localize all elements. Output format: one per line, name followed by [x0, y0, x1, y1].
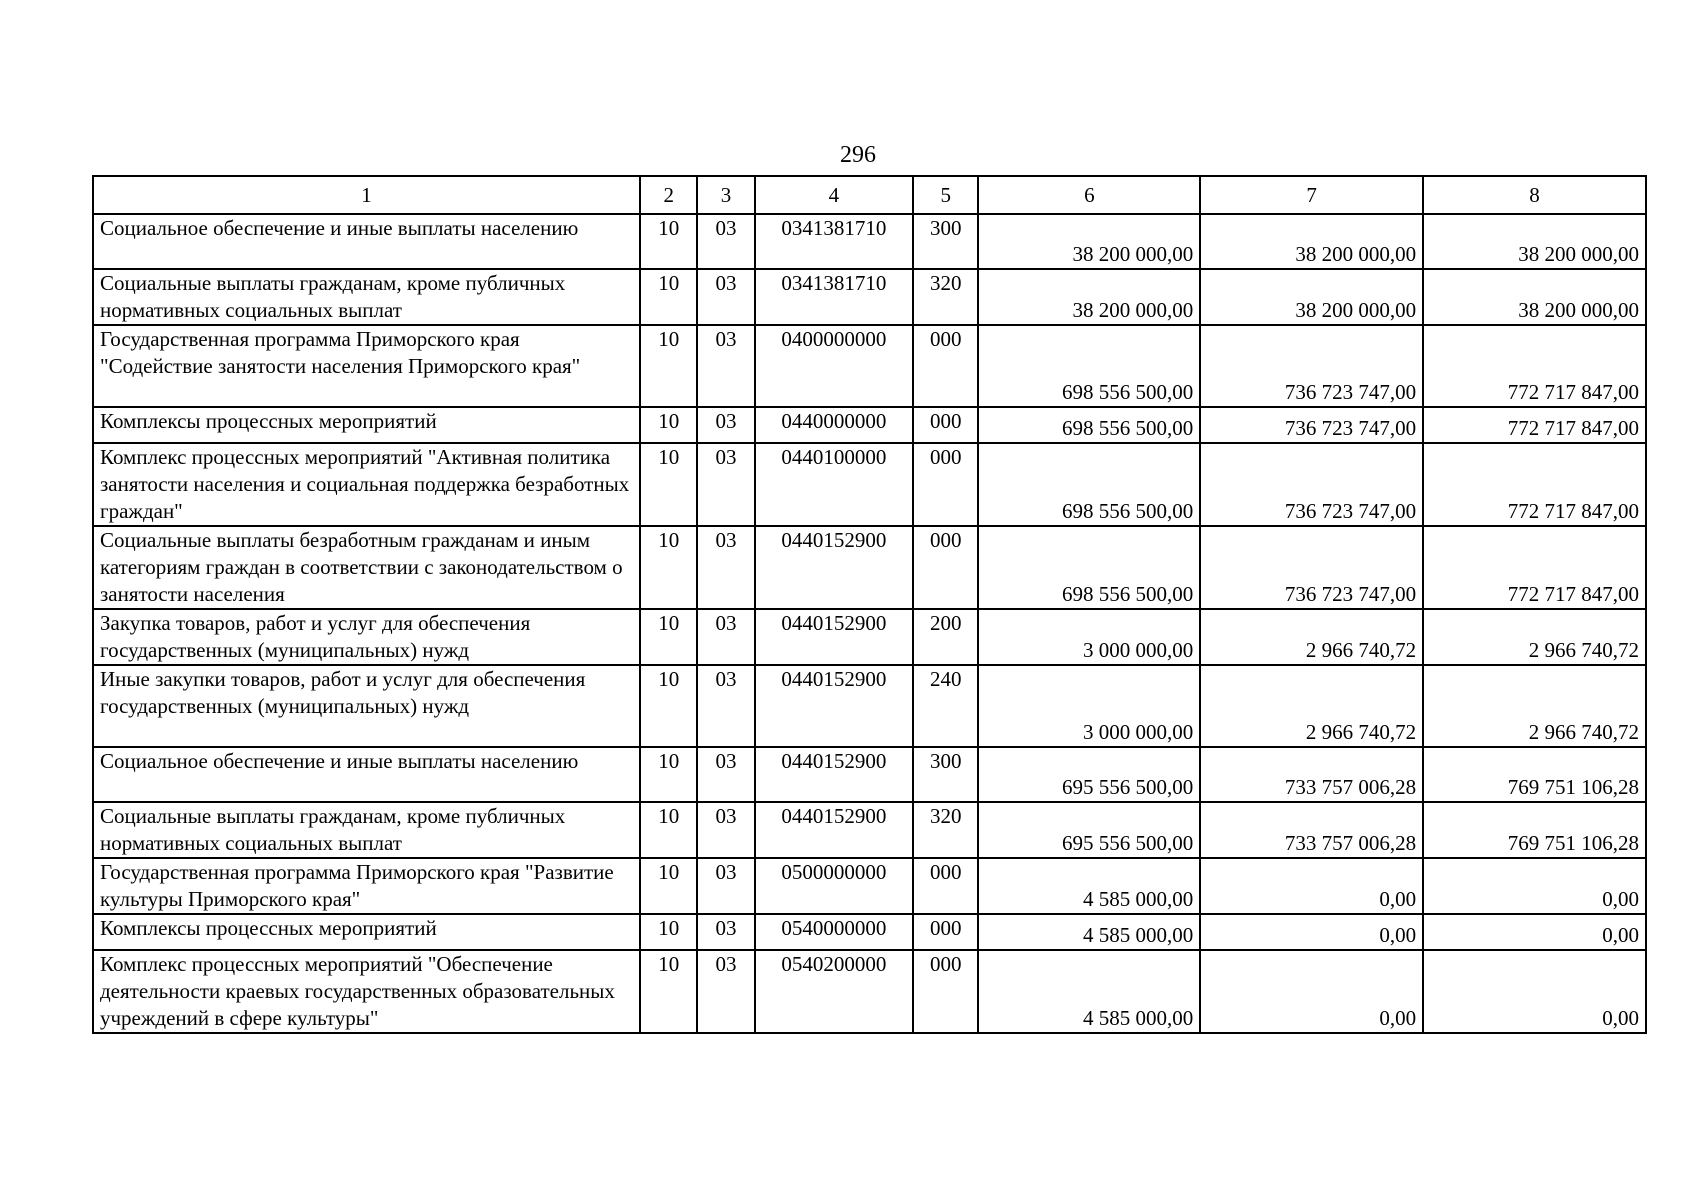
target-article-code: 0440000000 — [755, 407, 914, 443]
amount-col-8: 772 717 847,00 — [1423, 443, 1646, 526]
item-name: Государственная программа Приморского края "Содействие занятости населения Приморского края" — [93, 325, 640, 407]
amount-col-8: 38 200 000,00 — [1423, 269, 1646, 325]
section-code: 10 — [640, 858, 697, 914]
target-article-code: 0341381710 — [755, 269, 914, 325]
subsection-code: 03 — [697, 914, 754, 950]
amount-col-7: 38 200 000,00 — [1200, 214, 1423, 269]
page-number: 296 — [840, 142, 876, 168]
column-header-5: 5 — [913, 176, 978, 214]
item-name: Комплексы процессных мероприятий — [93, 407, 640, 443]
table-row — [93, 747, 1646, 802]
amount-col-6: 4 585 000,00 — [978, 914, 1200, 950]
expense-type-code: 200 — [913, 609, 978, 665]
amount-col-6: 4 585 000,00 — [978, 950, 1200, 1033]
subsection-code: 03 — [697, 407, 754, 443]
amount-col-8: 2 966 740,72 — [1423, 665, 1646, 747]
amount-col-6: 695 556 500,00 — [978, 802, 1200, 858]
expense-type-code: 240 — [913, 665, 978, 747]
amount-col-8: 0,00 — [1423, 858, 1646, 914]
section-code: 10 — [640, 665, 697, 747]
column-header-4: 4 — [755, 176, 914, 214]
amount-col-6: 3 000 000,00 — [978, 609, 1200, 665]
subsection-code: 03 — [697, 858, 754, 914]
target-article-code: 0440100000 — [755, 443, 914, 526]
table-row — [93, 609, 1646, 665]
subsection-code: 03 — [697, 802, 754, 858]
section-code: 10 — [640, 526, 697, 609]
amount-col-7: 0,00 — [1200, 858, 1423, 914]
column-header-1: 1 — [93, 176, 640, 214]
section-code: 10 — [640, 214, 697, 269]
subsection-code: 03 — [697, 526, 754, 609]
section-code: 10 — [640, 325, 697, 407]
amount-col-7: 733 757 006,28 — [1200, 747, 1423, 802]
table-row — [93, 914, 1646, 950]
item-name: Социальное обеспечение и иные выплаты населению — [93, 214, 640, 269]
table-row — [93, 802, 1646, 858]
amount-col-8: 769 751 106,28 — [1423, 747, 1646, 802]
target-article-code: 0440152900 — [755, 526, 914, 609]
amount-col-8: 772 717 847,00 — [1423, 407, 1646, 443]
item-name: Социальные выплаты гражданам, кроме публичных нормативных социальных выплат — [93, 802, 640, 858]
column-header-6: 6 — [978, 176, 1200, 214]
amount-col-8: 38 200 000,00 — [1423, 214, 1646, 269]
target-article-code: 0540000000 — [755, 914, 914, 950]
target-article-code: 0341381710 — [755, 214, 914, 269]
header-row — [93, 176, 1646, 214]
amount-col-7: 736 723 747,00 — [1200, 325, 1423, 407]
column-header-3: 3 — [697, 176, 754, 214]
section-code: 10 — [640, 443, 697, 526]
section-code: 10 — [640, 609, 697, 665]
expense-type-code: 000 — [913, 526, 978, 609]
table-row — [93, 443, 1646, 526]
amount-col-7: 0,00 — [1200, 950, 1423, 1033]
expense-type-code: 300 — [913, 747, 978, 802]
subsection-code: 03 — [697, 214, 754, 269]
amount-col-6: 3 000 000,00 — [978, 665, 1200, 747]
table-row — [93, 407, 1646, 443]
table-row — [93, 950, 1646, 1033]
section-code: 10 — [640, 914, 697, 950]
target-article-code: 0400000000 — [755, 325, 914, 407]
expense-type-code: 000 — [913, 443, 978, 526]
table-row — [93, 665, 1646, 747]
amount-col-6: 698 556 500,00 — [978, 443, 1200, 526]
expense-type-code: 000 — [913, 950, 978, 1033]
table-row — [93, 214, 1646, 269]
amount-col-6: 38 200 000,00 — [978, 269, 1200, 325]
section-code: 10 — [640, 407, 697, 443]
target-article-code: 0440152900 — [755, 802, 914, 858]
item-name: Комплексы процессных мероприятий — [93, 914, 640, 950]
target-article-code: 0440152900 — [755, 747, 914, 802]
section-code: 10 — [640, 747, 697, 802]
item-name: Комплекс процессных мероприятий "Активная политика занятости населения и социальная поддержка безработных граждан" — [93, 443, 640, 526]
expense-type-code: 000 — [913, 325, 978, 407]
budget-table — [92, 175, 1647, 1034]
subsection-code: 03 — [697, 443, 754, 526]
target-article-code: 0440152900 — [755, 609, 914, 665]
subsection-code: 03 — [697, 325, 754, 407]
item-name: Закупка товаров, работ и услуг для обеспечения государственных (муниципальных) нужд — [93, 609, 640, 665]
amount-col-8: 2 966 740,72 — [1423, 609, 1646, 665]
section-code: 10 — [640, 269, 697, 325]
amount-col-7: 2 966 740,72 — [1200, 609, 1423, 665]
target-article-code: 0540200000 — [755, 950, 914, 1033]
amount-col-6: 4 585 000,00 — [978, 858, 1200, 914]
expense-type-code: 320 — [913, 802, 978, 858]
amount-col-7: 2 966 740,72 — [1200, 665, 1423, 747]
expense-type-code: 000 — [913, 858, 978, 914]
expense-type-code: 000 — [913, 407, 978, 443]
amount-col-7: 0,00 — [1200, 914, 1423, 950]
table-body — [93, 214, 1646, 1033]
column-header-2: 2 — [640, 176, 697, 214]
amount-col-7: 736 723 747,00 — [1200, 407, 1423, 443]
item-name: Социальные выплаты безработным гражданам и иным категориям граждан в соответствии с законодательством о занятости населения — [93, 526, 640, 609]
amount-col-6: 38 200 000,00 — [978, 214, 1200, 269]
item-name: Комплекс процессных мероприятий "Обеспечение деятельности краевых государственных образовательных учреждений в сфере культуры" — [93, 950, 640, 1033]
target-article-code: 0500000000 — [755, 858, 914, 914]
table-row — [93, 526, 1646, 609]
item-name: Государственная программа Приморского края "Развитие культуры Приморского края" — [93, 858, 640, 914]
amount-col-6: 698 556 500,00 — [978, 325, 1200, 407]
subsection-code: 03 — [697, 747, 754, 802]
expense-type-code: 000 — [913, 914, 978, 950]
amount-col-8: 772 717 847,00 — [1423, 526, 1646, 609]
amount-col-8: 769 751 106,28 — [1423, 802, 1646, 858]
amount-col-6: 698 556 500,00 — [978, 526, 1200, 609]
table-header — [93, 176, 1646, 214]
target-article-code: 0440152900 — [755, 665, 914, 747]
expense-type-code: 320 — [913, 269, 978, 325]
section-code: 10 — [640, 950, 697, 1033]
amount-col-6: 695 556 500,00 — [978, 747, 1200, 802]
amount-col-7: 38 200 000,00 — [1200, 269, 1423, 325]
item-name: Социальные выплаты гражданам, кроме публичных нормативных социальных выплат — [93, 269, 640, 325]
subsection-code: 03 — [697, 950, 754, 1033]
column-header-8: 8 — [1423, 176, 1646, 214]
item-name: Иные закупки товаров, работ и услуг для обеспечения государственных (муниципальных) нужд — [93, 665, 640, 747]
item-name: Социальное обеспечение и иные выплаты населению — [93, 747, 640, 802]
amount-col-7: 733 757 006,28 — [1200, 802, 1423, 858]
amount-col-6: 698 556 500,00 — [978, 407, 1200, 443]
amount-col-8: 0,00 — [1423, 914, 1646, 950]
amount-col-8: 0,00 — [1423, 950, 1646, 1033]
subsection-code: 03 — [697, 609, 754, 665]
subsection-code: 03 — [697, 665, 754, 747]
amount-col-7: 736 723 747,00 — [1200, 526, 1423, 609]
table-row — [93, 325, 1646, 407]
amount-col-7: 736 723 747,00 — [1200, 443, 1423, 526]
subsection-code: 03 — [697, 269, 754, 325]
amount-col-8: 772 717 847,00 — [1423, 325, 1646, 407]
table-row — [93, 269, 1646, 325]
expense-type-code: 300 — [913, 214, 978, 269]
column-header-7: 7 — [1200, 176, 1423, 214]
table-row — [93, 858, 1646, 914]
section-code: 10 — [640, 802, 697, 858]
